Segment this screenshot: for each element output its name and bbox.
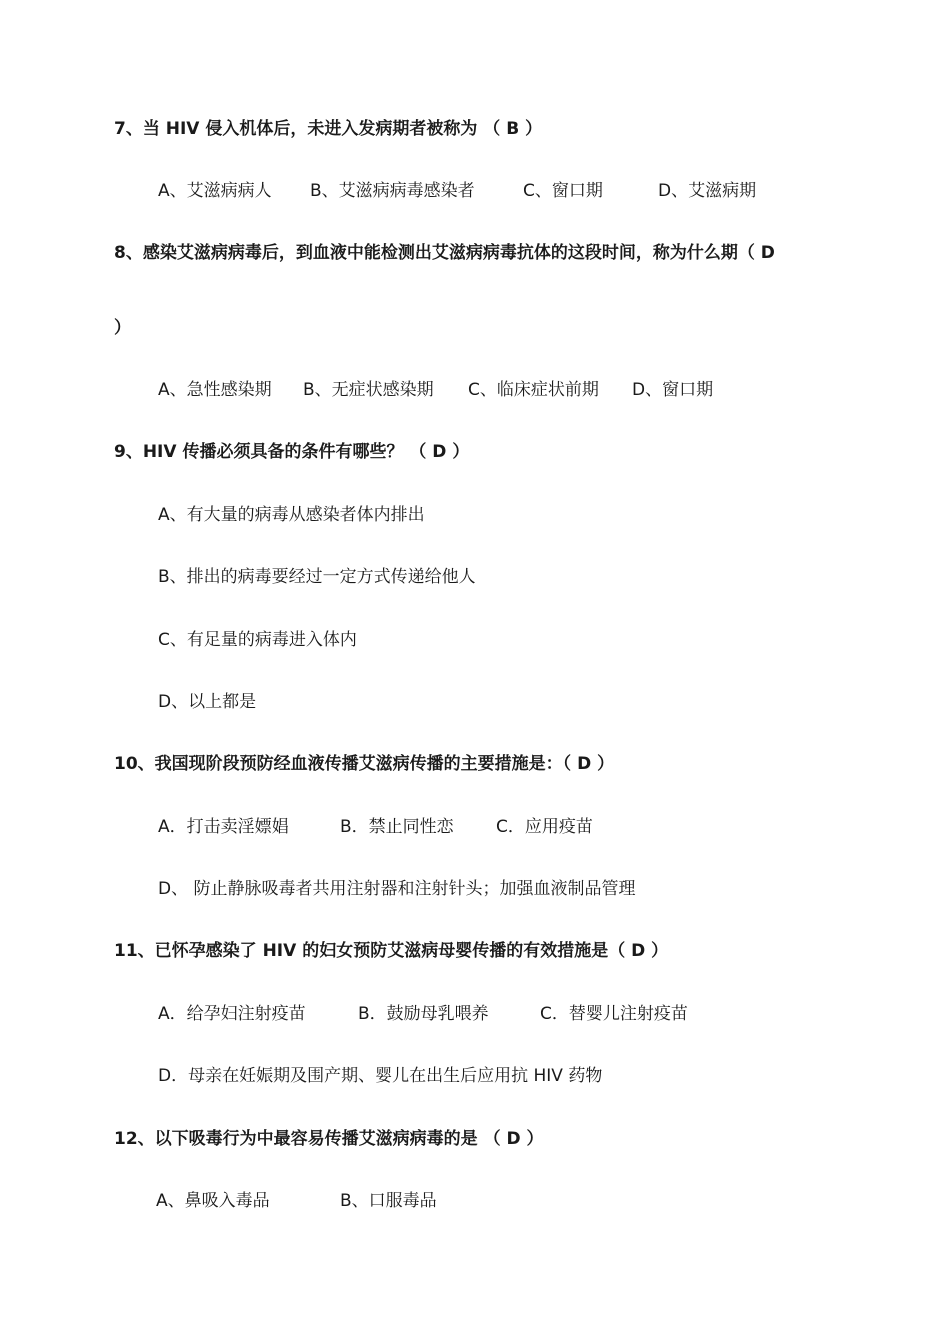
question-11-option-a: A．给孕妇注射疫苗 bbox=[158, 1004, 306, 1024]
question-10-option-d: D、 防止静脉吸毒者共用注射器和注射针头；加强血液制品管理 bbox=[158, 879, 636, 899]
question-9: 9、HIV 传播必须具备的条件有哪些？ （ D ） bbox=[114, 442, 470, 462]
question-7-option-c: C、窗口期 bbox=[523, 181, 603, 201]
question-10-option-c: C．应用疫苗 bbox=[496, 817, 593, 837]
question-10-option-b: B．禁止同性恋 bbox=[340, 817, 454, 837]
question-8-option-b: B、无症状感染期 bbox=[303, 380, 434, 400]
question-12-option-b: B、口服毒品 bbox=[340, 1191, 437, 1211]
question-9-option-b: B、排出的病毒要经过一定方式传递给他人 bbox=[158, 567, 476, 587]
question-11-option-c: C．替婴儿注射疫苗 bbox=[540, 1004, 688, 1024]
question-10: 10、我国现阶段预防经血液传播艾滋病传播的主要措施是：（ D ） bbox=[114, 754, 615, 774]
question-10-option-a: A．打击卖淫嫖娼 bbox=[158, 817, 289, 837]
question-7-option-b: B、艾滋病病毒感染者 bbox=[310, 181, 475, 201]
question-12: 12、以下吸毒行为中最容易传播艾滋病病毒的是 （ D ） bbox=[114, 1129, 544, 1149]
question-8-line-1: 8、感染艾滋病病毒后，到血液中能检测出艾滋病病毒抗体的这段时间，称为什么期（ D bbox=[114, 243, 775, 263]
question-8-option-d: D、窗口期 bbox=[632, 380, 714, 400]
question-7: 7、当 HIV 侵入机体后，未进入发病期者被称为 （ B ） bbox=[114, 119, 543, 139]
question-9-option-c: C、有足量的病毒进入体内 bbox=[158, 630, 357, 650]
question-9-option-a: A、有大量的病毒从感染者体内排出 bbox=[158, 505, 425, 525]
question-12-option-a: A、鼻吸入毒品 bbox=[156, 1191, 270, 1211]
question-9-option-d: D、以上都是 bbox=[158, 692, 257, 712]
question-11-option-b: B．鼓励母乳喂养 bbox=[358, 1004, 489, 1024]
question-8-option-a: A、急性感染期 bbox=[158, 380, 272, 400]
question-11: 11、已怀孕感染了 HIV 的妇女预防艾滋病母婴传播的有效措施是（ D ） bbox=[114, 941, 669, 961]
question-8-option-c: C、临床症状前期 bbox=[468, 380, 599, 400]
question-11-option-d: D．母亲在妊娠期及围产期、婴儿在出生后应用抗 HIV 药物 bbox=[158, 1066, 603, 1086]
question-8-line-2: ） bbox=[114, 318, 131, 338]
question-7-option-d: D、艾滋病期 bbox=[658, 181, 757, 201]
question-7-option-a: A、艾滋病病人 bbox=[158, 181, 272, 201]
